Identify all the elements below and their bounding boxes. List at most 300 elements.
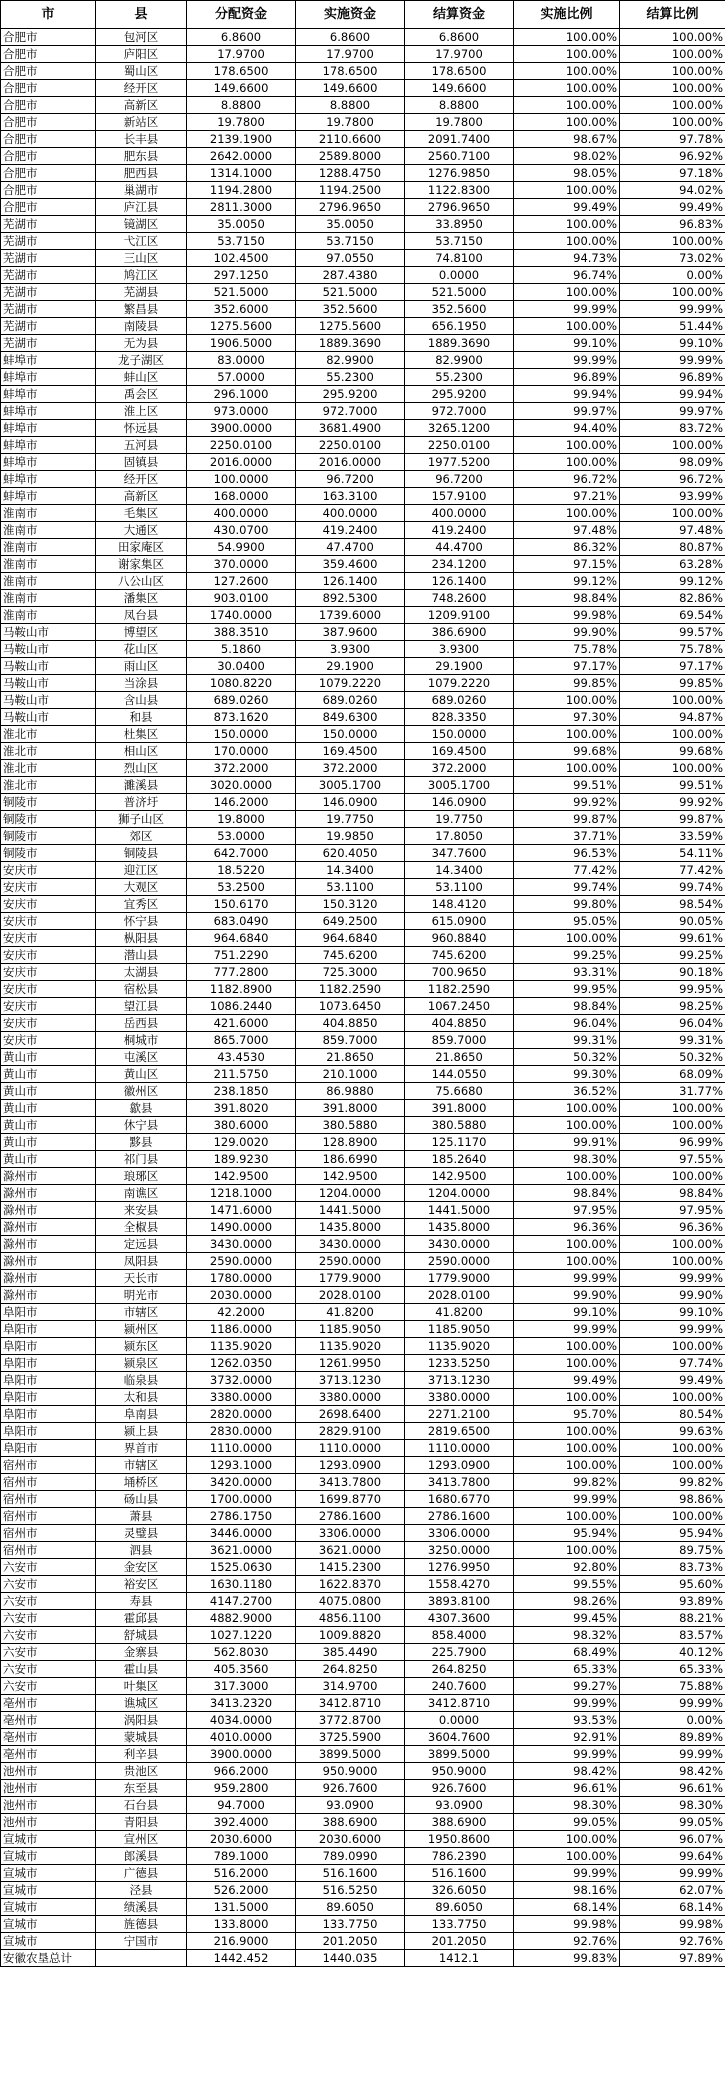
implement-ratio-cell: 100.00% — [514, 1355, 620, 1372]
city-cell: 宿州市 — [1, 1491, 96, 1508]
table-row — [1, 420, 725, 437]
city-cell: 安徽农垦总计 — [1, 1950, 96, 1967]
city-cell: 宣城市 — [1, 1916, 96, 1933]
implemented-cell: 2250.0100 — [296, 437, 405, 454]
table-row — [1, 403, 725, 420]
settle-ratio-cell: 90.18% — [620, 964, 725, 981]
settled-cell: 960.8840 — [405, 930, 514, 947]
allocated-cell: 421.6000 — [187, 1015, 296, 1032]
county-cell: 宁国市 — [96, 1933, 187, 1950]
allocated-cell: 3413.2320 — [187, 1695, 296, 1712]
table-row — [1, 97, 725, 114]
implemented-cell: 14.3400 — [296, 862, 405, 879]
city-cell: 宿州市 — [1, 1525, 96, 1542]
settled-cell: 1122.8300 — [405, 182, 514, 199]
table-row — [1, 1763, 725, 1780]
allocated-cell: 4147.2700 — [187, 1593, 296, 1610]
implement-ratio-cell: 99.99% — [514, 1746, 620, 1763]
table-row — [1, 29, 725, 46]
implement-ratio-cell: 96.04% — [514, 1015, 620, 1032]
implemented-cell: 53.7150 — [296, 233, 405, 250]
county-cell: 郎溪县 — [96, 1848, 187, 1865]
allocated-cell: 4882.9000 — [187, 1610, 296, 1627]
county-cell — [96, 1950, 187, 1967]
implemented-cell: 859.7000 — [296, 1032, 405, 1049]
implemented-cell: 8.8800 — [296, 97, 405, 114]
table-row — [1, 1695, 725, 1712]
city-cell: 合肥市 — [1, 199, 96, 216]
city-cell: 六安市 — [1, 1576, 96, 1593]
allocated-cell: 1262.0350 — [187, 1355, 296, 1372]
table-row — [1, 80, 725, 97]
implemented-cell: 1889.3690 — [296, 335, 405, 352]
implemented-cell: 3725.5900 — [296, 1729, 405, 1746]
implement-ratio-cell: 100.00% — [514, 1168, 620, 1185]
implemented-cell: 3681.4900 — [296, 420, 405, 437]
table-row — [1, 1593, 725, 1610]
implement-ratio-cell: 99.99% — [514, 1695, 620, 1712]
allocated-cell: 1700.0000 — [187, 1491, 296, 1508]
allocated-cell: 1080.8220 — [187, 675, 296, 692]
county-cell: 歙县 — [96, 1100, 187, 1117]
implement-ratio-cell: 99.49% — [514, 199, 620, 216]
settled-cell: 44.4700 — [405, 539, 514, 556]
county-cell: 巢湖市 — [96, 182, 187, 199]
settle-ratio-cell: 100.00% — [620, 1440, 725, 1457]
settle-ratio-cell: 96.61% — [620, 1780, 725, 1797]
table-row — [1, 1151, 725, 1168]
city-cell: 阜阳市 — [1, 1389, 96, 1406]
implement-ratio-cell: 100.00% — [514, 1389, 620, 1406]
settled-cell: 3005.1700 — [405, 777, 514, 794]
implemented-cell: 128.8900 — [296, 1134, 405, 1151]
county-cell: 经开区 — [96, 471, 187, 488]
allocated-cell: 2811.3000 — [187, 199, 296, 216]
settle-ratio-cell: 82.86% — [620, 590, 725, 607]
table-row — [1, 1916, 725, 1933]
table-row — [1, 590, 725, 607]
table-row — [1, 998, 725, 1015]
implemented-cell: 21.8650 — [296, 1049, 405, 1066]
allocated-cell: 19.8000 — [187, 811, 296, 828]
implement-ratio-cell: 98.26% — [514, 1593, 620, 1610]
county-cell: 桐城市 — [96, 1032, 187, 1049]
settled-cell: 14.3400 — [405, 862, 514, 879]
table-row — [1, 692, 725, 709]
implement-ratio-cell: 92.76% — [514, 1933, 620, 1950]
city-cell: 马鞍山市 — [1, 709, 96, 726]
table-row — [1, 505, 725, 522]
implemented-cell: 1185.9050 — [296, 1321, 405, 1338]
settled-cell: 75.6680 — [405, 1083, 514, 1100]
settled-cell: 3413.7800 — [405, 1474, 514, 1491]
table-row — [1, 1253, 725, 1270]
settle-ratio-cell: 96.72% — [620, 471, 725, 488]
implemented-cell: 745.6200 — [296, 947, 405, 964]
city-cell: 淮南市 — [1, 607, 96, 624]
county-cell: 镜湖区 — [96, 216, 187, 233]
header-settle-ratio: 结算比例 — [620, 1, 725, 29]
settle-ratio-cell: 99.10% — [620, 1304, 725, 1321]
implement-ratio-cell: 95.05% — [514, 913, 620, 930]
implemented-cell: 93.0900 — [296, 1797, 405, 1814]
table-row — [1, 437, 725, 454]
county-cell: 蒙城县 — [96, 1729, 187, 1746]
implemented-cell: 3306.0000 — [296, 1525, 405, 1542]
implemented-cell: 372.2000 — [296, 760, 405, 777]
implement-ratio-cell: 100.00% — [514, 46, 620, 63]
city-cell: 蚌埠市 — [1, 437, 96, 454]
settle-ratio-cell: 100.00% — [620, 1508, 725, 1525]
allocated-cell: 1135.9020 — [187, 1338, 296, 1355]
county-cell: 八公山区 — [96, 573, 187, 590]
table-row — [1, 1610, 725, 1627]
county-cell: 休宁县 — [96, 1117, 187, 1134]
implement-ratio-cell: 99.45% — [514, 1610, 620, 1627]
table-row — [1, 641, 725, 658]
settled-cell: 700.9650 — [405, 964, 514, 981]
city-cell: 芜湖市 — [1, 233, 96, 250]
implemented-cell: 314.9700 — [296, 1678, 405, 1695]
settle-ratio-cell: 94.87% — [620, 709, 725, 726]
implement-ratio-cell: 99.27% — [514, 1678, 620, 1695]
settled-cell: 380.5880 — [405, 1117, 514, 1134]
table-row — [1, 913, 725, 930]
settled-cell: 17.8050 — [405, 828, 514, 845]
city-cell: 宣城市 — [1, 1831, 96, 1848]
implemented-cell: 926.7600 — [296, 1780, 405, 1797]
city-cell: 蚌埠市 — [1, 369, 96, 386]
settled-cell: 347.7600 — [405, 845, 514, 862]
implemented-cell: 391.8000 — [296, 1100, 405, 1117]
implemented-cell: 1622.8370 — [296, 1576, 405, 1593]
table-row — [1, 1032, 725, 1049]
settle-ratio-cell: 100.00% — [620, 97, 725, 114]
table-row — [1, 471, 725, 488]
allocated-cell: 189.9230 — [187, 1151, 296, 1168]
settled-cell: 55.2300 — [405, 369, 514, 386]
settled-cell: 858.4000 — [405, 1627, 514, 1644]
settle-ratio-cell: 99.05% — [620, 1814, 725, 1831]
implement-ratio-cell: 100.00% — [514, 930, 620, 947]
implement-ratio-cell: 100.00% — [514, 1508, 620, 1525]
settled-cell: 74.8100 — [405, 250, 514, 267]
settle-ratio-cell: 99.90% — [620, 1287, 725, 1304]
city-cell: 淮南市 — [1, 573, 96, 590]
implemented-cell: 2698.6400 — [296, 1406, 405, 1423]
settled-cell: 1977.5200 — [405, 454, 514, 471]
implemented-cell: 2786.1600 — [296, 1508, 405, 1525]
implement-ratio-cell: 98.84% — [514, 590, 620, 607]
table-row — [1, 1508, 725, 1525]
settled-cell: 419.2400 — [405, 522, 514, 539]
implemented-cell: 388.6900 — [296, 1814, 405, 1831]
county-cell: 大通区 — [96, 522, 187, 539]
county-cell: 繁昌县 — [96, 301, 187, 318]
county-cell: 庐江县 — [96, 199, 187, 216]
implement-ratio-cell: 68.49% — [514, 1644, 620, 1661]
implement-ratio-cell: 99.95% — [514, 981, 620, 998]
settle-ratio-cell: 100.00% — [620, 1100, 725, 1117]
table-row — [1, 1066, 725, 1083]
table-row — [1, 964, 725, 981]
settled-cell: 1067.2450 — [405, 998, 514, 1015]
implement-ratio-cell: 100.00% — [514, 1831, 620, 1848]
settled-cell: 926.7600 — [405, 1780, 514, 1797]
allocated-cell: 526.2000 — [187, 1882, 296, 1899]
allocated-cell: 392.4000 — [187, 1814, 296, 1831]
county-cell: 潜山县 — [96, 947, 187, 964]
allocated-cell: 865.7000 — [187, 1032, 296, 1049]
county-cell: 含山县 — [96, 692, 187, 709]
city-cell: 阜阳市 — [1, 1406, 96, 1423]
implement-ratio-cell: 100.00% — [514, 1542, 620, 1559]
county-cell: 祁门县 — [96, 1151, 187, 1168]
settle-ratio-cell: 100.00% — [620, 692, 725, 709]
implement-ratio-cell: 98.84% — [514, 1185, 620, 1202]
city-cell: 六安市 — [1, 1593, 96, 1610]
allocated-cell: 2016.0000 — [187, 454, 296, 471]
settled-cell: 89.6050 — [405, 1899, 514, 1916]
settle-ratio-cell: 98.54% — [620, 896, 725, 913]
settled-cell: 1079.2220 — [405, 675, 514, 692]
city-cell: 安庆市 — [1, 862, 96, 879]
county-cell: 庐阳区 — [96, 46, 187, 63]
city-cell: 黄山市 — [1, 1151, 96, 1168]
implement-ratio-cell: 100.00% — [514, 114, 620, 131]
settled-cell: 17.9700 — [405, 46, 514, 63]
allocated-cell: 1110.0000 — [187, 1440, 296, 1457]
settled-cell: 295.9200 — [405, 386, 514, 403]
table-row — [1, 1831, 725, 1848]
implemented-cell: 142.9500 — [296, 1168, 405, 1185]
settled-cell: 0.0000 — [405, 1712, 514, 1729]
table-row — [1, 131, 725, 148]
implemented-cell: 892.5300 — [296, 590, 405, 607]
county-cell: 绩溪县 — [96, 1899, 187, 1916]
table-row — [1, 1440, 725, 1457]
county-cell: 明光市 — [96, 1287, 187, 1304]
city-cell: 阜阳市 — [1, 1355, 96, 1372]
implemented-cell: 295.9200 — [296, 386, 405, 403]
implement-ratio-cell: 99.99% — [514, 301, 620, 318]
settled-cell: 142.9500 — [405, 1168, 514, 1185]
header-city: 市 — [1, 1, 96, 29]
county-cell: 阜南县 — [96, 1406, 187, 1423]
allocated-cell: 2590.0000 — [187, 1253, 296, 1270]
table-row — [1, 573, 725, 590]
implemented-cell: 849.6300 — [296, 709, 405, 726]
settle-ratio-cell: 100.00% — [620, 1236, 725, 1253]
implemented-cell: 3899.5000 — [296, 1746, 405, 1763]
implement-ratio-cell: 99.10% — [514, 335, 620, 352]
city-cell: 六安市 — [1, 1661, 96, 1678]
table-row — [1, 114, 725, 131]
allocated-cell: 973.0000 — [187, 403, 296, 420]
city-cell: 马鞍山市 — [1, 692, 96, 709]
settle-ratio-cell: 99.99% — [620, 1321, 725, 1338]
county-cell: 太湖县 — [96, 964, 187, 981]
implemented-cell: 146.0900 — [296, 794, 405, 811]
city-cell: 蚌埠市 — [1, 420, 96, 437]
implemented-cell: 86.9880 — [296, 1083, 405, 1100]
settled-cell: 29.1900 — [405, 658, 514, 675]
implement-ratio-cell: 68.14% — [514, 1899, 620, 1916]
implemented-cell: 380.5880 — [296, 1117, 405, 1134]
table-row — [1, 233, 725, 250]
settled-cell: 1558.4270 — [405, 1576, 514, 1593]
settle-ratio-cell: 98.25% — [620, 998, 725, 1015]
county-cell: 博望区 — [96, 624, 187, 641]
table-row — [1, 862, 725, 879]
implemented-cell: 964.6840 — [296, 930, 405, 947]
settle-ratio-cell: 96.36% — [620, 1219, 725, 1236]
settle-ratio-cell: 99.87% — [620, 811, 725, 828]
settle-ratio-cell: 95.94% — [620, 1525, 725, 1542]
city-cell: 阜阳市 — [1, 1372, 96, 1389]
table-row — [1, 1491, 725, 1508]
implemented-cell: 1435.8000 — [296, 1219, 405, 1236]
settled-cell: 1276.9950 — [405, 1559, 514, 1576]
county-cell: 肥东县 — [96, 148, 187, 165]
implemented-cell: 35.0050 — [296, 216, 405, 233]
implemented-cell: 359.4600 — [296, 556, 405, 573]
settle-ratio-cell: 97.89% — [620, 1950, 725, 1967]
city-cell: 六安市 — [1, 1644, 96, 1661]
implemented-cell: 1009.8820 — [296, 1627, 405, 1644]
implement-ratio-cell: 100.00% — [514, 63, 620, 80]
settle-ratio-cell: 96.89% — [620, 369, 725, 386]
implement-ratio-cell: 100.00% — [514, 1423, 620, 1440]
allocated-cell: 317.3000 — [187, 1678, 296, 1695]
settled-cell: 2560.7100 — [405, 148, 514, 165]
county-cell: 利辛县 — [96, 1746, 187, 1763]
settle-ratio-cell: 77.42% — [620, 862, 725, 879]
implement-ratio-cell: 100.00% — [514, 1253, 620, 1270]
implemented-cell: 126.1400 — [296, 573, 405, 590]
city-cell: 芜湖市 — [1, 335, 96, 352]
implement-ratio-cell: 93.53% — [514, 1712, 620, 1729]
implement-ratio-cell: 75.78% — [514, 641, 620, 658]
implemented-cell: 2110.6600 — [296, 131, 405, 148]
city-cell: 蚌埠市 — [1, 454, 96, 471]
implement-ratio-cell: 98.30% — [514, 1151, 620, 1168]
table-row — [1, 454, 725, 471]
settled-cell: 125.1170 — [405, 1134, 514, 1151]
allocated-cell: 352.6000 — [187, 301, 296, 318]
implemented-cell: 210.1000 — [296, 1066, 405, 1083]
settled-cell: 1110.0000 — [405, 1440, 514, 1457]
county-cell: 望江县 — [96, 998, 187, 1015]
allocated-cell: 4034.0000 — [187, 1712, 296, 1729]
table-row — [1, 1321, 725, 1338]
settle-ratio-cell: 80.54% — [620, 1406, 725, 1423]
table-row — [1, 1950, 725, 1967]
city-cell: 宣城市 — [1, 1882, 96, 1899]
county-cell: 临泉县 — [96, 1372, 187, 1389]
allocated-cell: 562.8030 — [187, 1644, 296, 1661]
allocated-cell: 388.3510 — [187, 624, 296, 641]
implemented-cell: 19.7750 — [296, 811, 405, 828]
implement-ratio-cell: 99.92% — [514, 794, 620, 811]
settle-ratio-cell: 100.00% — [620, 1253, 725, 1270]
implement-ratio-cell: 100.00% — [514, 80, 620, 97]
county-cell: 来安县 — [96, 1202, 187, 1219]
table-row — [1, 1015, 725, 1032]
settled-cell: 225.7900 — [405, 1644, 514, 1661]
allocated-cell: 127.2600 — [187, 573, 296, 590]
allocated-cell: 1906.5000 — [187, 335, 296, 352]
implement-ratio-cell: 50.32% — [514, 1049, 620, 1066]
city-cell: 滁州市 — [1, 1219, 96, 1236]
implemented-cell: 186.6990 — [296, 1151, 405, 1168]
settled-cell: 2091.7400 — [405, 131, 514, 148]
allocated-cell: 1218.1000 — [187, 1185, 296, 1202]
table-row — [1, 488, 725, 505]
city-cell: 淮南市 — [1, 522, 96, 539]
settled-cell: 1889.3690 — [405, 335, 514, 352]
implemented-cell: 385.4490 — [296, 1644, 405, 1661]
settled-cell: 404.8850 — [405, 1015, 514, 1032]
implemented-cell: 150.0000 — [296, 726, 405, 743]
allocated-cell: 2642.0000 — [187, 148, 296, 165]
city-cell: 宣城市 — [1, 1933, 96, 1950]
implemented-cell: 1739.6000 — [296, 607, 405, 624]
table-row — [1, 1933, 725, 1950]
county-cell: 寿县 — [96, 1593, 187, 1610]
settled-cell: 388.6900 — [405, 1814, 514, 1831]
settled-cell: 3893.8100 — [405, 1593, 514, 1610]
implemented-cell: 516.5250 — [296, 1882, 405, 1899]
county-cell: 颍州区 — [96, 1321, 187, 1338]
city-cell: 滁州市 — [1, 1287, 96, 1304]
settled-cell: 656.1950 — [405, 318, 514, 335]
city-cell: 阜阳市 — [1, 1440, 96, 1457]
implemented-cell: 2016.0000 — [296, 454, 405, 471]
allocated-cell: 150.6170 — [187, 896, 296, 913]
allocated-cell: 3621.0000 — [187, 1542, 296, 1559]
implemented-cell: 3.9300 — [296, 641, 405, 658]
implemented-cell: 47.4700 — [296, 539, 405, 556]
settle-ratio-cell: 33.59% — [620, 828, 725, 845]
table-row — [1, 896, 725, 913]
settled-cell: 178.6500 — [405, 63, 514, 80]
settled-cell: 326.6050 — [405, 1882, 514, 1899]
city-cell: 池州市 — [1, 1763, 96, 1780]
county-cell: 固镇县 — [96, 454, 187, 471]
settle-ratio-cell: 80.87% — [620, 539, 725, 556]
table-row — [1, 1542, 725, 1559]
table-row — [1, 1185, 725, 1202]
table-row — [1, 1338, 725, 1355]
settle-ratio-cell: 100.00% — [620, 46, 725, 63]
settled-cell: 521.5000 — [405, 284, 514, 301]
table-row — [1, 1899, 725, 1916]
implemented-cell: 3713.1230 — [296, 1372, 405, 1389]
allocated-cell: 216.9000 — [187, 1933, 296, 1950]
implement-ratio-cell: 86.32% — [514, 539, 620, 556]
city-cell: 淮北市 — [1, 760, 96, 777]
implemented-cell: 96.7200 — [296, 471, 405, 488]
allocated-cell: 1740.0000 — [187, 607, 296, 624]
county-cell: 裕安区 — [96, 1576, 187, 1593]
implemented-cell: 6.8600 — [296, 29, 405, 46]
settle-ratio-cell: 93.99% — [620, 488, 725, 505]
implemented-cell: 3412.8710 — [296, 1695, 405, 1712]
settled-cell: 1135.9020 — [405, 1338, 514, 1355]
table-row — [1, 63, 725, 80]
county-cell: 三山区 — [96, 250, 187, 267]
